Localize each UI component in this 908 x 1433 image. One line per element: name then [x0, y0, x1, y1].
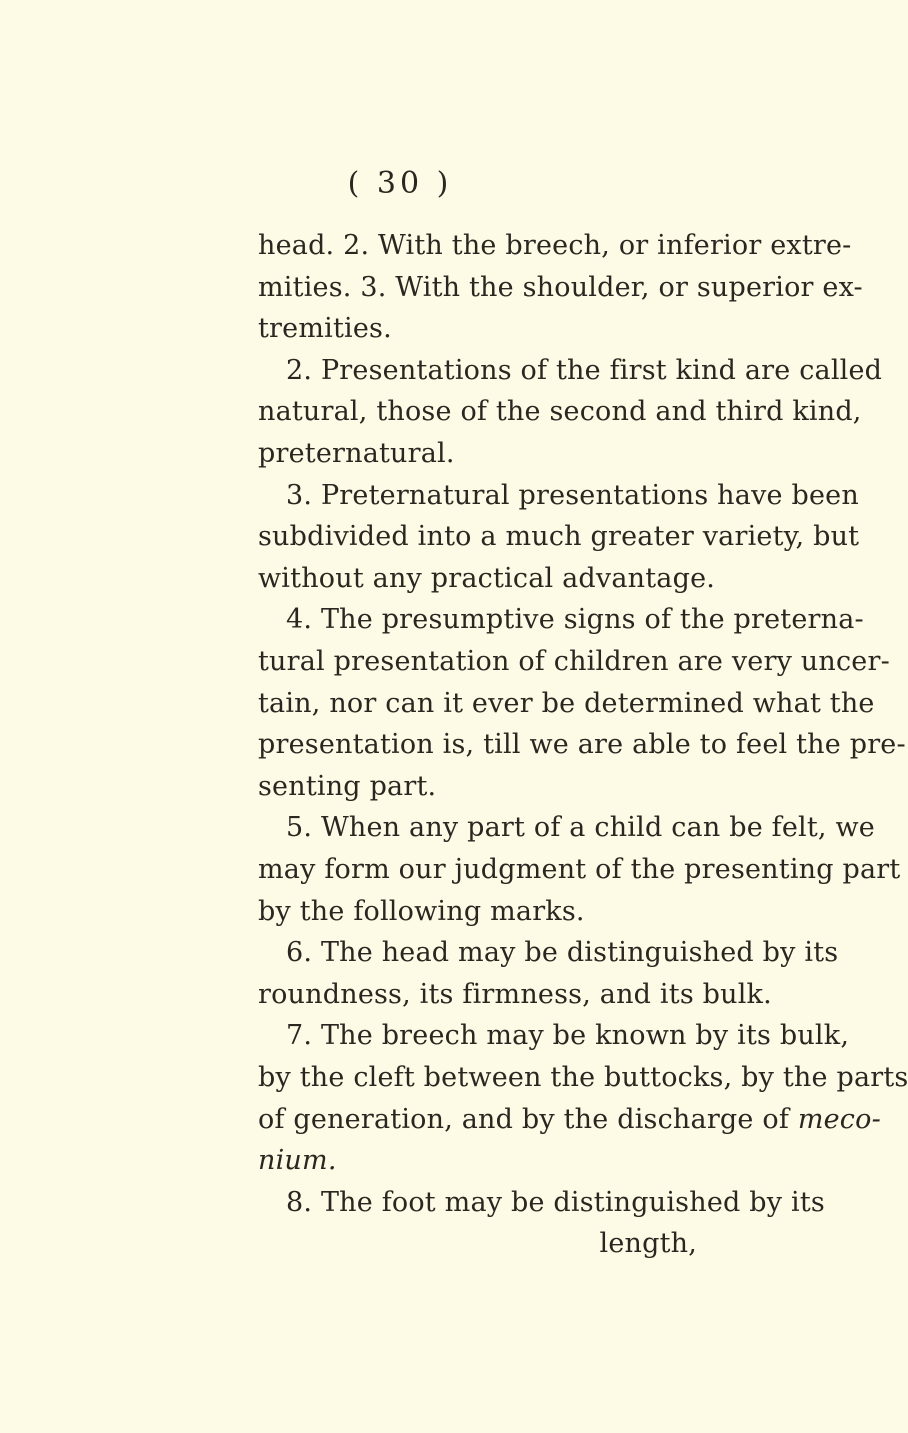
- text-line: 3. Preternatural presentations have been: [286, 479, 859, 511]
- text-line: 5. When any part of a child can be felt, we: [286, 812, 875, 844]
- text-line: may form our judgment of the presenting part: [258, 854, 901, 885]
- text-line: roundness, its firmness, and its bulk.: [258, 978, 772, 1010]
- text-line: natural, those of the second and third kind,: [258, 396, 862, 428]
- text-line: by the cleft between the buttocks, by the parts: [258, 1062, 908, 1093]
- text-line: preternatural.: [258, 438, 455, 469]
- text-line: length,: [599, 1228, 697, 1260]
- text-line: tremities.: [258, 313, 392, 345]
- text-line: mities. 3. With the shoulder, or superior ex-: [258, 271, 863, 303]
- text-line: tural presentation of children are very uncer-: [258, 646, 890, 677]
- text-line: by the following marks.: [258, 895, 585, 927]
- text-line: nium.: [258, 1145, 337, 1177]
- text-line: without any practical advantage.: [258, 562, 716, 594]
- text-line: 6. The head may be distinguished by its: [286, 937, 839, 969]
- text-line: tain, nor can it ever be determined what the: [258, 687, 875, 719]
- text-line: 8. The foot may be distinguished by its: [286, 1186, 825, 1218]
- page-number: ( 30 ): [347, 166, 453, 201]
- text-line: 7. The breech may be known by its bulk,: [286, 1020, 850, 1052]
- text-line: presentation is, till we are able to feel the pre-: [258, 729, 906, 761]
- text-line: 4. The presumptive signs of the preterna-: [286, 604, 864, 636]
- text-line: 2. Presentations of the first kind are called: [286, 354, 883, 386]
- text-line: head. 2. With the breech, or inferior extre-: [258, 230, 852, 261]
- text-line: subdivided into a much greater variety, but: [258, 521, 860, 553]
- text-line: senting part.: [258, 770, 437, 802]
- text-line: of generation, and by the discharge of meco-: [258, 1103, 881, 1135]
